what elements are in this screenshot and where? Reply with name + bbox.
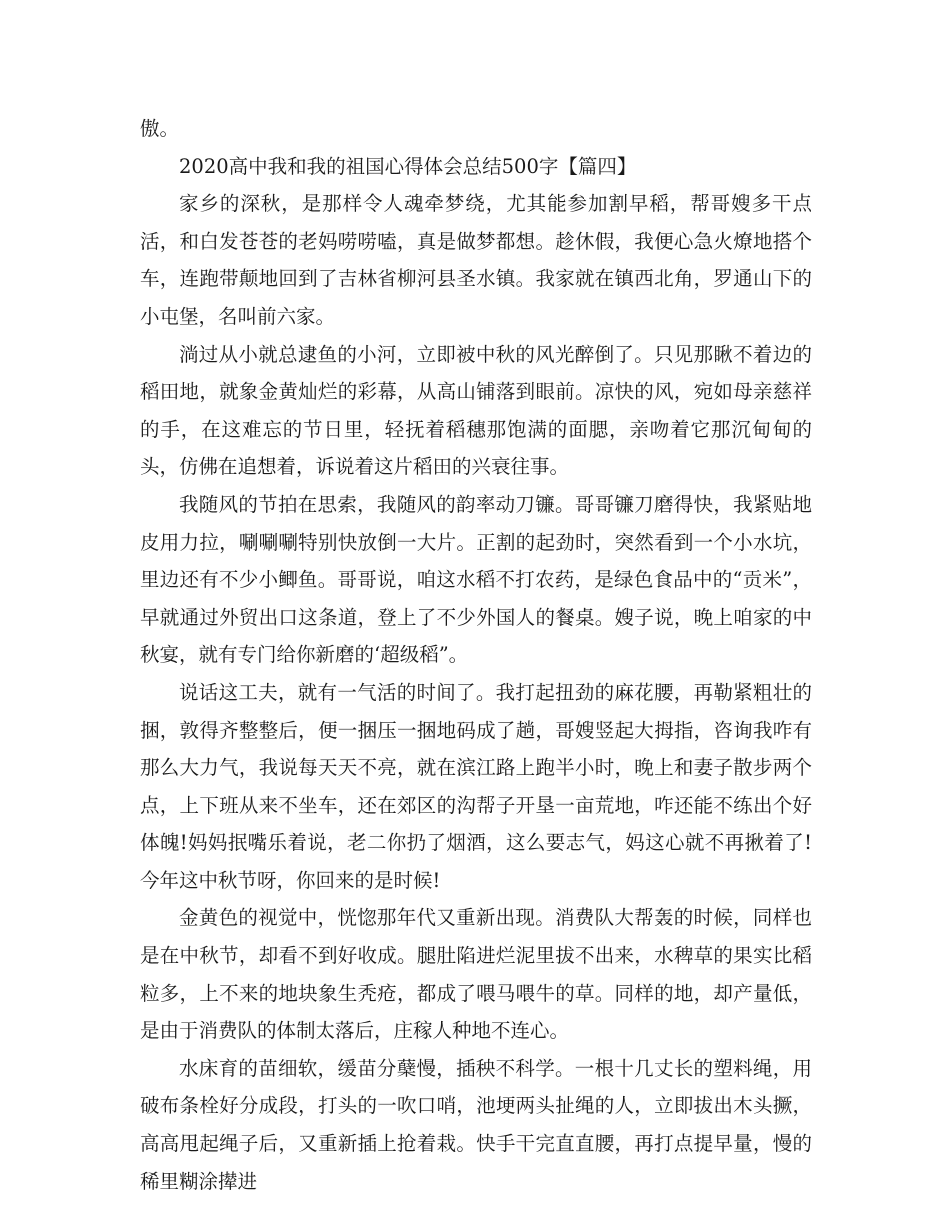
- section-heading: 2020高中我和我的祖国心得体会总结500字【篇四】: [179, 154, 637, 178]
- paragraph: 我随风的节拍在思索，我随风的韵率动刀镰。哥哥镰刀磨得快，我紧贴地皮用力拉，唰唰唰特别快放倒一大片。正割的起劲时，突然看到一个小水坑，里边还有不少小鲫鱼。哥哥说，咱这水稻不打农药，是绿色食品中的“贡米”，早就通过外贸出口这条道，登上了不少外国人的餐桌。嫂子说，晚上咱家的中秋宴，就有专门给你新磨的‘超级稻”。: [140, 492, 812, 667]
- paragraph: 家乡的深秋，是那样令人魂牵梦绕，尤其能参加割早稻，帮哥嫂多干点活，和白发苍苍的老妈唠唠嗑，真是做梦都想。趁休假，我便心急火燎地搭个车，连跑带颠地回到了吉林省柳河县圣水镇。我家就在镇西北角，罗通山下的小屯堡，名叫前六家。: [140, 192, 812, 328]
- paragraph: 水床育的苗细软，缓苗分蘖慢，插秧不科学。一根十几丈长的塑料绳，用破布条栓好分成段，打头的一吹口哨，池埂两头扯绳的人，立即拔出木头撅，高高甩起绳子后，又重新插上抢着栽。快手干完直直腰，再打点提早量，慢的稀里糊涂撵进: [140, 1056, 812, 1193]
- paragraph: 淌过从小就总逮鱼的小河，立即被中秋的风光醉倒了。只见那瞅不着边的稻田地，就象金黄灿烂的彩幕，从高山铺落到眼前。凉快的风，宛如母亲慈祥的手，在这难忘的节日里，轻抚着稻穗那饱满的面腮，亲吻着它那沉甸甸的头，仿佛在追想着，诉说着这片稻田的兴衰往事。: [140, 342, 812, 479]
- paragraph-continuation: 傲。: [140, 117, 180, 140]
- paragraph: 金黄色的视觉中，恍惚那年代又重新出现。消费队大帮轰的时候，同样也是在中秋节，却看不到好收成。腿肚陷进烂泥里拔不出来，水稗草的果实比稻粒多，上不来的地块象生秃疮，都成了喂马喂牛的草。同样的地，却产量低，是由于消费队的体制太落后，庄稼人种地不连心。: [140, 906, 812, 1043]
- paragraph: 说话这工夫，就有一气活的时间了。我打起扭劲的麻花腰，再勒紧粗壮的捆，敦得齐整整后，便一捆压一捆地码成了趟，哥嫂竖起大拇指，咨询我咋有那么大力气，我说每天天不亮，就在滨江路上跑半小时，晚上和妻子散步两个点，上下班从来不坐车，还在郊区的沟帮子开垦一亩荒地，咋还能不练出个好体魄!妈妈抿嘴乐着说，老二你扔了烟酒，这么要志气，妈这心就不再揪着了!今年这中秋节呀，你回来的是时候!: [140, 680, 812, 892]
- document-body: [140, 110, 812, 1200]
